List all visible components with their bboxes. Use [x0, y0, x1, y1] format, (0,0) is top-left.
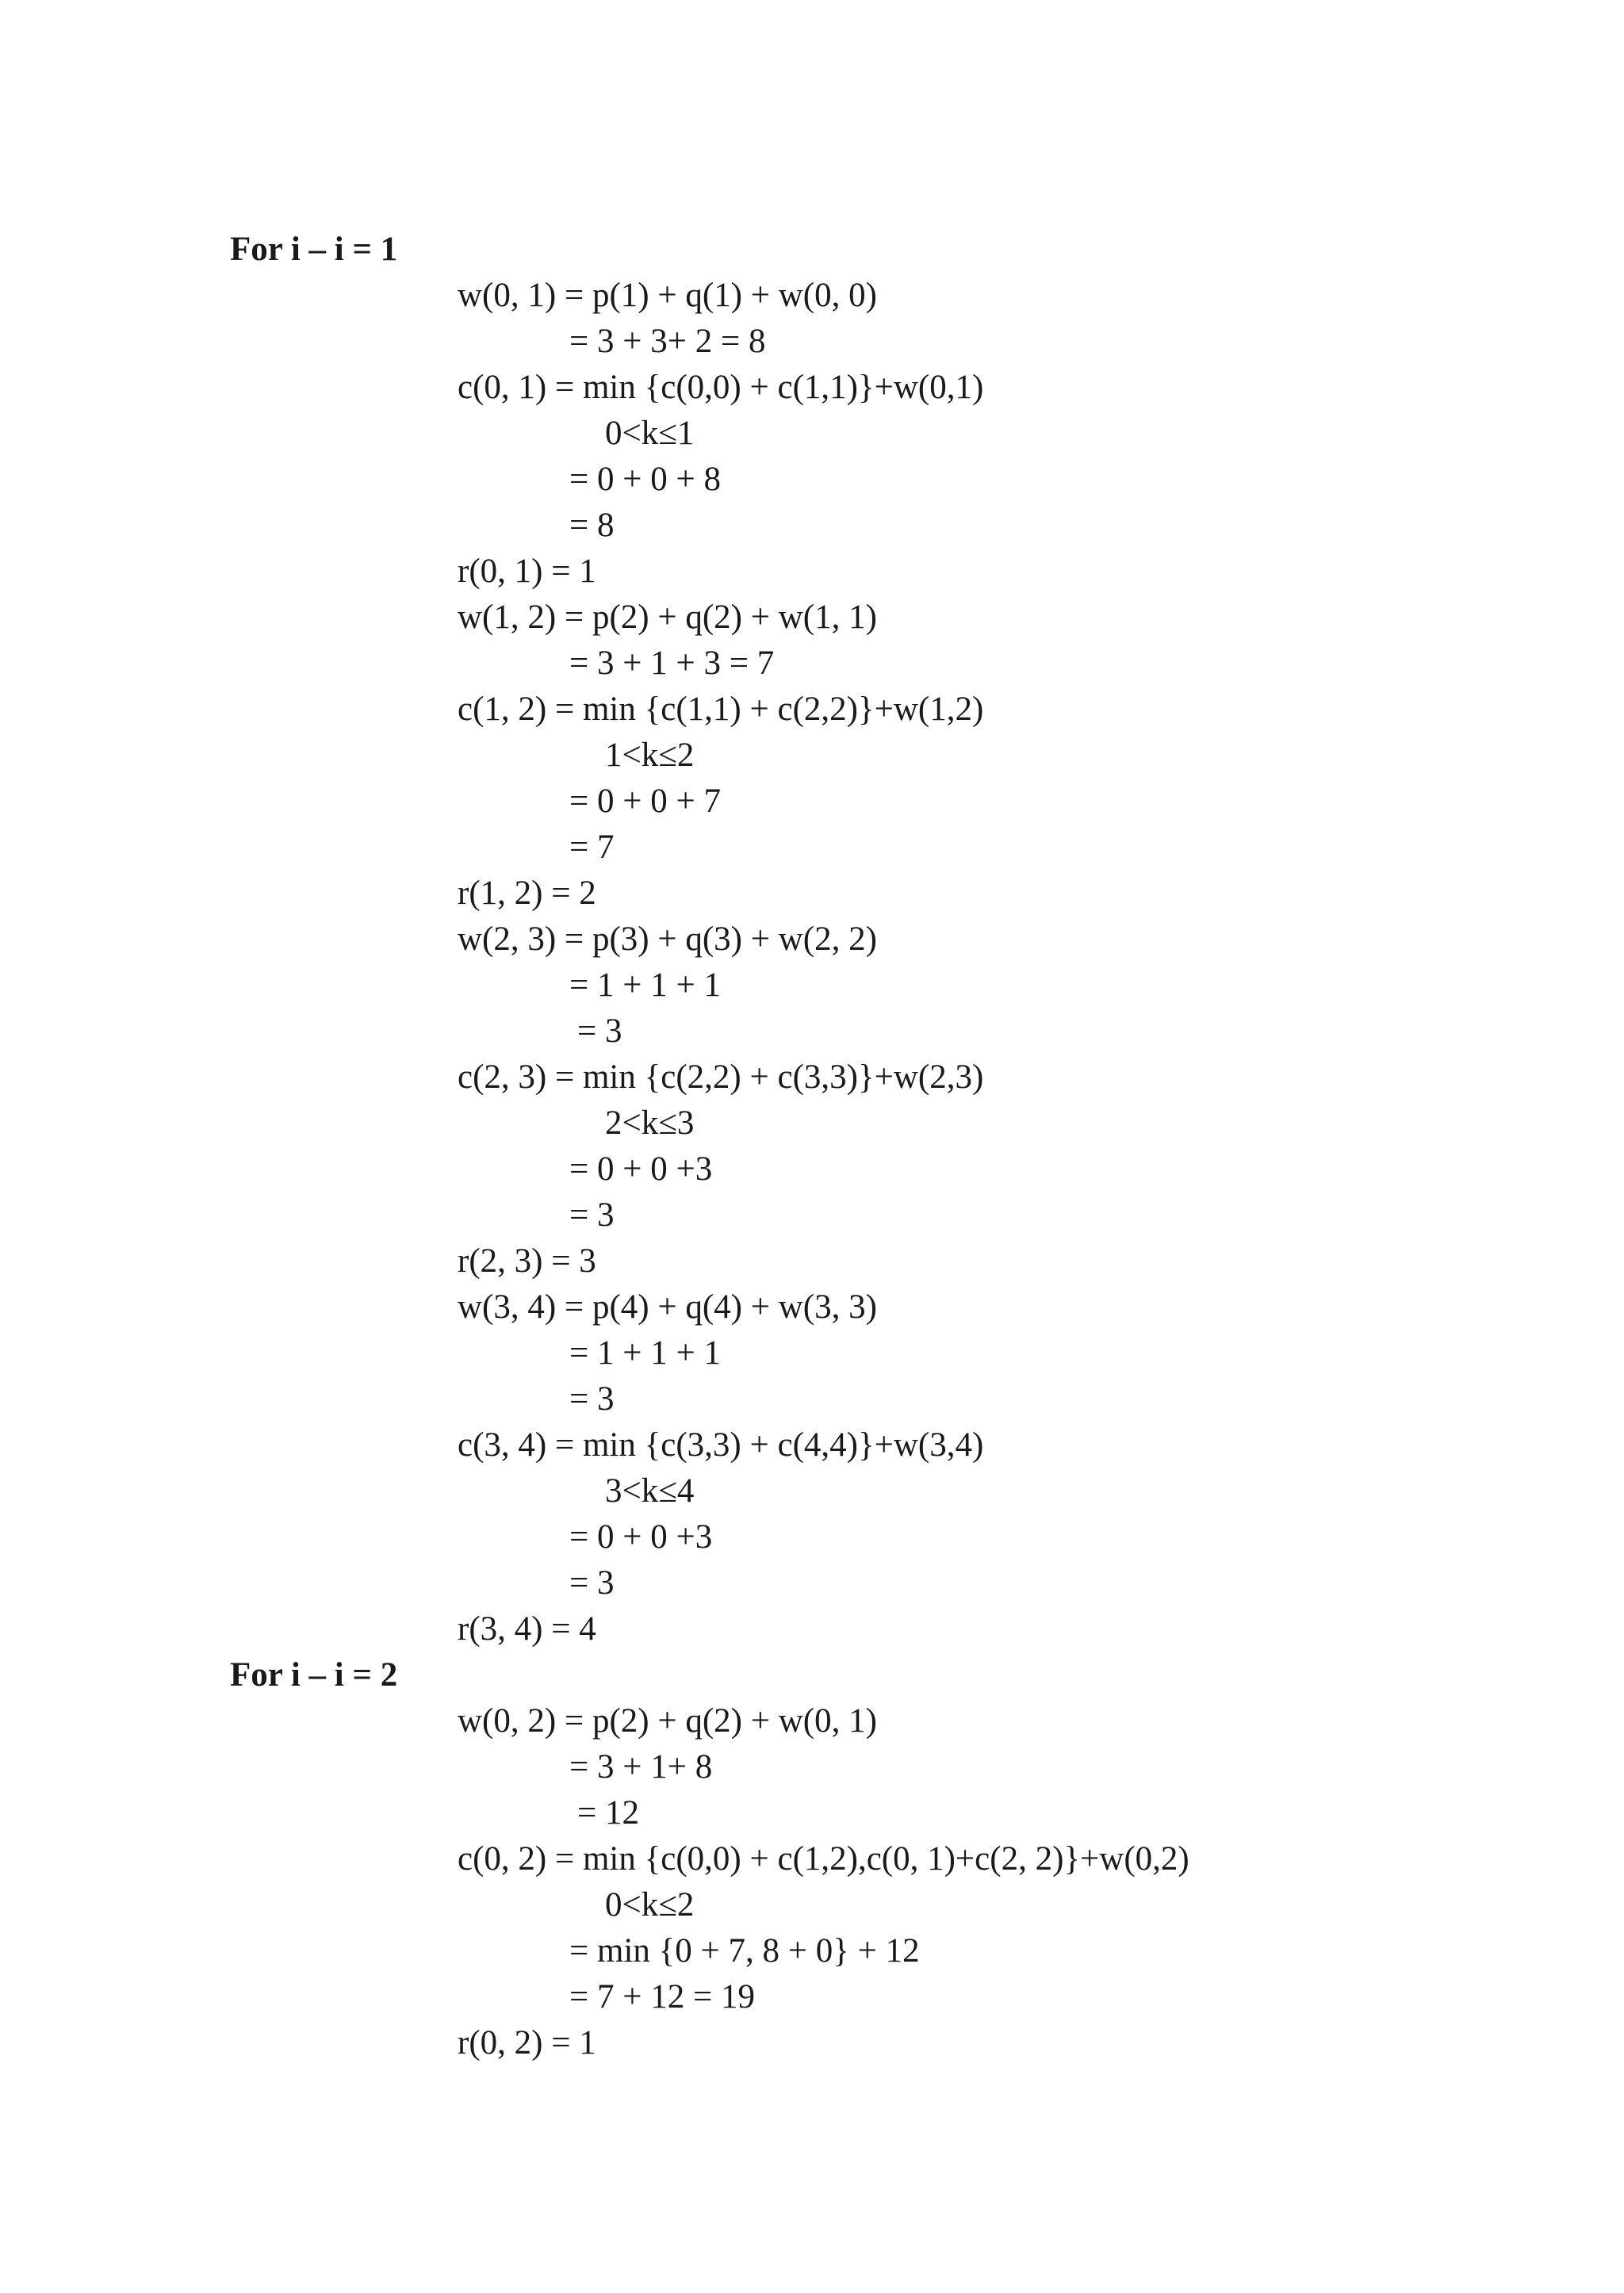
equation-line: = 3: [569, 1564, 615, 1602]
section-heading: For i – i = 1: [230, 231, 398, 268]
equation-line: = 0 + 0 + 7: [569, 783, 722, 820]
equation-subscript: 3<k≤4: [605, 1472, 695, 1510]
equation-line: c(0, 1) = min {c(0,0) + c(1,1)}+w(0,1): [458, 369, 984, 406]
equation-line: r(0, 1) = 1: [458, 553, 596, 590]
equation-line: = 0 + 0 +3: [569, 1518, 713, 1556]
equation-line: c(3, 4) = min {c(3,3) + c(4,4)}+w(3,4): [458, 1426, 984, 1464]
equation-line: = 3: [569, 1380, 615, 1418]
equation-line: = 0 + 0 + 8: [569, 461, 722, 498]
section-heading: For i – i = 2: [230, 1656, 398, 1694]
equation-line: = 3: [569, 1196, 615, 1234]
equation-line: c(0, 2) = min {c(0,0) + c(1,2),c(0, 1)+c(2, 2)}+w(0,2): [458, 1840, 1189, 1878]
equation-line: r(1, 2) = 2: [458, 875, 596, 912]
equation-line: w(2, 3) = p(3) + q(3) + w(2, 2): [458, 921, 877, 958]
equation-line: w(3, 4) = p(4) + q(4) + w(3, 3): [458, 1288, 877, 1326]
equation-line: w(1, 2) = p(2) + q(2) + w(1, 1): [458, 599, 877, 636]
equation-subscript: 2<k≤3: [605, 1104, 695, 1142]
equation-line: = 3 + 3+ 2 = 8: [569, 323, 766, 360]
equation-line: r(3, 4) = 4: [458, 1610, 596, 1648]
equation-line: r(2, 3) = 3: [458, 1242, 596, 1280]
equation-line: = 12: [577, 1794, 640, 1832]
equation-line: r(0, 2) = 1: [458, 2024, 596, 2061]
equation-subscript: 0<k≤1: [605, 415, 695, 452]
equation-line: w(0, 1) = p(1) + q(1) + w(0, 0): [458, 277, 877, 314]
equation-line: = 0 + 0 +3: [569, 1150, 713, 1188]
equation-line: c(2, 3) = min {c(2,2) + c(3,3)}+w(2,3): [458, 1058, 984, 1096]
equation-line: = 7: [569, 829, 615, 866]
equation-line: c(1, 2) = min {c(1,1) + c(2,2)}+w(1,2): [458, 691, 984, 728]
equation-line: w(0, 2) = p(2) + q(2) + w(0, 1): [458, 1702, 877, 1740]
equation-subscript: 0<k≤2: [605, 1886, 695, 1924]
equation-subscript: 1<k≤2: [605, 737, 695, 774]
equation-line: = 3 + 1+ 8: [569, 1748, 713, 1786]
equation-line: = 1 + 1 + 1: [569, 967, 722, 1004]
equation-line: = 1 + 1 + 1: [569, 1334, 722, 1372]
equation-line: = 3 + 1 + 3 = 7: [569, 645, 775, 682]
equation-line: = 3: [577, 1013, 622, 1050]
equation-line: = 8: [569, 507, 615, 544]
equation-line: = 7 + 12 = 19: [569, 1978, 756, 2015]
equation-line: = min {0 + 7, 8 + 0} + 12: [569, 1932, 920, 1970]
